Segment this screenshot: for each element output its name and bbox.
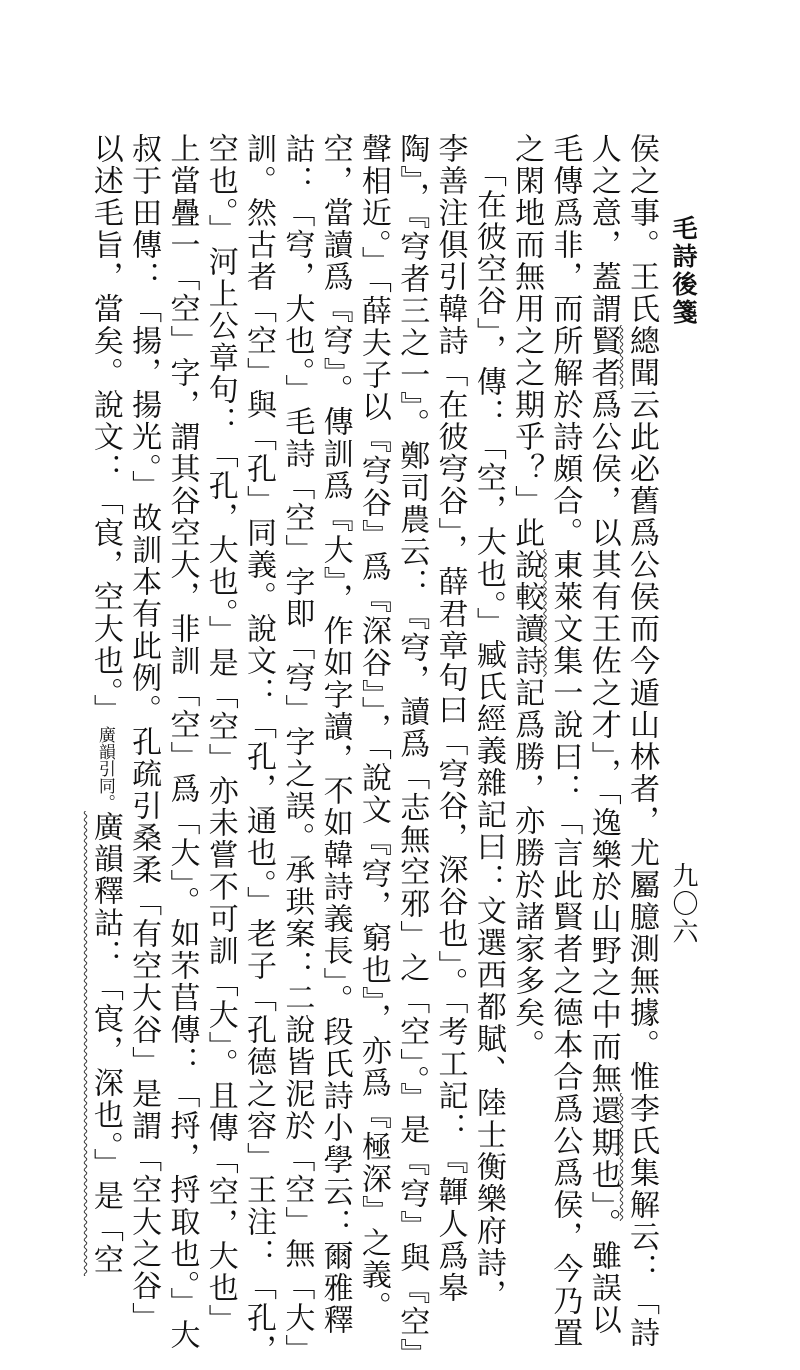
text-segment: 以述毛旨，當矣。說文：「㝗，空大也。」 [87,133,123,726]
text-segment: 「詩 [624,1285,659,1349]
page-number: 九〇六 [668,862,698,946]
text-segment: 雖誤以 [585,1240,621,1336]
text-segment: 亦勝於諸家多矣。 [509,805,545,1061]
text-line: 上當疊一「空」字，謂其谷空大，非訓「空」爲「大」。如芣苢傳：「捋，捋取也。」大 [164,133,200,1351]
text-line: 「在彼空谷」，傳：「空，大也。」臧氏經義雜記曰：文選西都賦、陸士衡樂府詩， [470,157,506,1311]
text-segment: 今乃置 [547,1253,583,1349]
text-line: 聲相近。」「薛夫子以『穹谷』爲『深谷』」，「說文『穹，窮也』，亦爲『極深』之義。 [355,133,391,1323]
inline-note: 廣韻引同。 [94,726,115,811]
text-line: 叔于田傳：「揚，揚光。」故訓本有此例。孔疏引桑柔「有空大谷」是謂「空大之谷」 [126,133,162,1334]
page-title: 毛詩後箋 [669,215,698,327]
text-line: 詁：「穹，大也。」毛詩「空」字即「穹」字之誤。承珙案：二說皆泥於「空」無「大」 [279,133,315,1366]
text-line: 毛傳爲非，而所解於詩頗合。東萊文集一說曰：「言此賢者之德本合爲公爲侯，今乃置 [547,133,583,1349]
text-line: 之閑地而無用之之期乎？」此說較讀詩記爲勝，亦勝於諸家多矣。 [509,133,545,1061]
text-line [86,133,124,1276]
text-line: 李善注俱引韓詩「在彼穹谷」，薛君章句曰「穹谷，深谷也」。「考工記：『韗人爲皋 [432,133,468,1304]
text-line: 陶』，『穹者三之一』。鄭司農云：『穹，讀爲「志無空邪」之「空」。』是『穹』與『空』 [394,133,430,1370]
term-mark: 東萊文集 [547,549,583,677]
text-segment: 廣韻釋詁：「㝗，深也。」是「空 [87,811,123,1276]
text-line: 空也。」河上公章句：「孔，大也。」是「空」亦未嘗不可訓「大」。且傳「空，大也」 [202,133,238,1336]
text-line: 訓。然古者「空」與「孔」同義。說文：「孔，通也。」老子「孔德之容」王注：「孔， [241,133,277,1366]
text-line: 人之意，蓋謂賢者爲公侯，以其有王佐之才」，「逸樂於山野之中而無還期也」。雖誤以 [585,133,621,1336]
term-mark: 總聞 [624,325,659,389]
term-mark: 李氏集解 [624,1093,659,1221]
main-text [87,133,660,1370]
text-line: 侯之事。王氏總聞云此必舊爲公侯而今遁山林者，尤屬臆測無據。惟李氏集解云：「詩 [624,133,659,1349]
text-line: 空，當讀爲『穹』。傳訓爲『大』，作如字讀，不如韓詩義長」。段氏詩小學云：爾雅釋 [317,133,353,1336]
